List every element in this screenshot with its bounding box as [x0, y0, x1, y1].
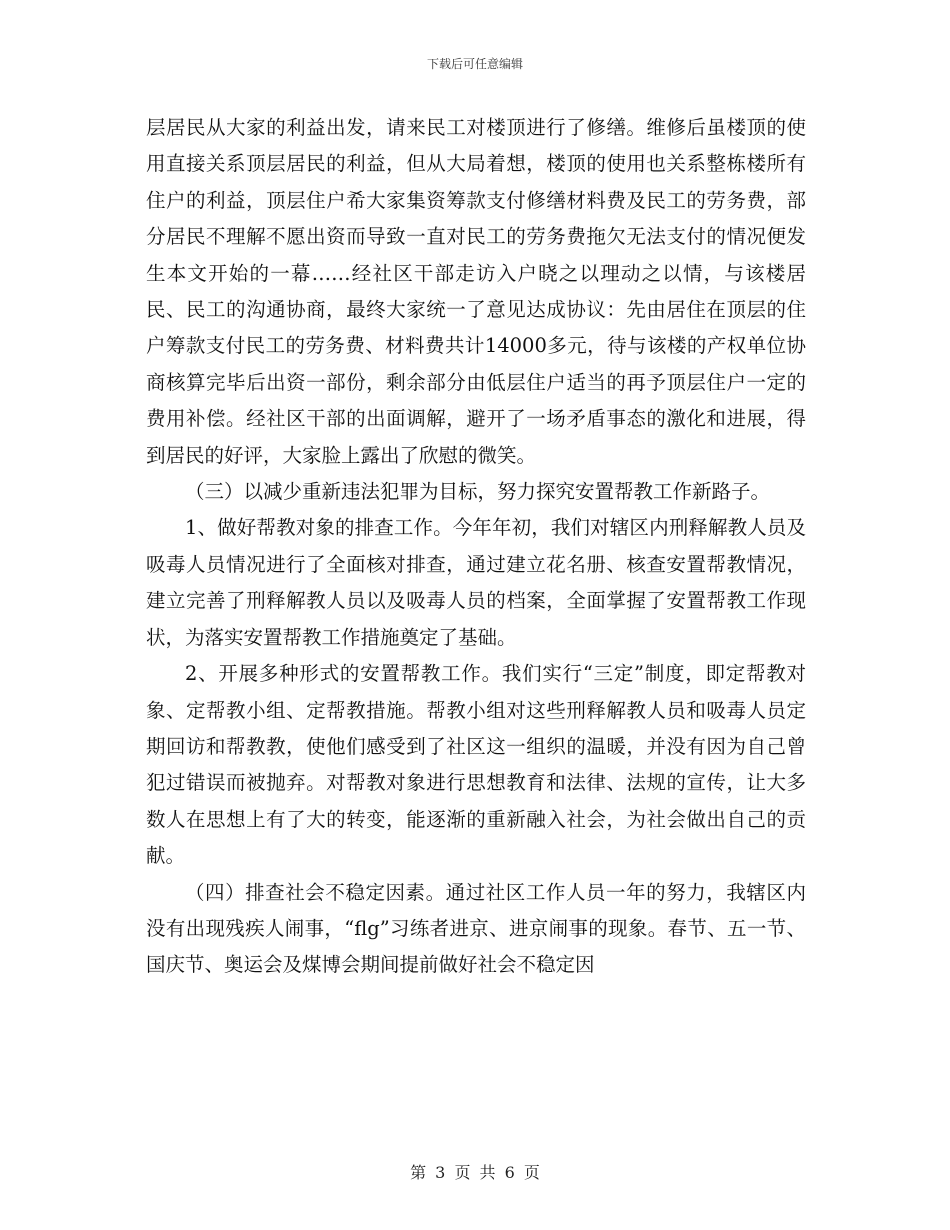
paragraph-item-one: 1、做好帮教对象的排查工作。今年年初，我们对辖区内刑释解教人员及吸毒人员情况进行了全面核对排查，通过建立花名册、核查安置帮教情况，建立完善了刑释解教人员以及吸毒人员的档案，全面掌握了安置帮教工作现状，为落实安置帮教工作措施奠定了基础。 — [146, 516, 806, 649]
document-body — [146, 110, 806, 984]
page-header: 下载后可任意编辑 — [426, 57, 523, 71]
paragraph-continued: 层居民从大家的利益出发，请来民工对楼顶进行了修缮。维修后虽楼顶的使用直接关系顶层居民的利益，但从大局着想，楼顶的使用也关系整栋楼所有住户的利益，顶层住户希大家集资筹款支付修缮材料费及民工的劳务费，部分居民不理解不愿出资而导致一直对民工的劳务费拖欠无法支付的情况便发生本文开始的一幕……经社区干部走访入户晓之以理动之以情，与该楼居民、民工的沟通协商，最终大家统一了意见达成协议：先由居住在顶层的住户筹款支付民工的劳务费、材料费共计14000多元，待与该楼的产权单位协商核算完毕后出资一部份，剩余部分由低层住户适当的再予顶层住户一定的费用补偿。经社区干部的出面调解，避开了一场矛盾事态的激化和进展，得到居民的好评，大家脸上露出了欣慰的微笑。 — [146, 116, 806, 467]
paragraph-item-two: 2、开展多种形式的安置帮教工作。我们实行“三定”制度，即定帮教对象、定帮教小组、定帮教措施。帮教小组对这些刑释解教人员和吸毒人员定期回访和帮教教，使他们感受到了社区这一组织的温暖，并没有因为自己曾犯过错误而被抛弃。对帮教对象进行思想教育和法律、法规的宣传，让大多数人在思想上有了大的转变，能逐渐的重新融入社会，为社会做出自己的贡献。 — [146, 662, 806, 868]
page-number-footer: 第 3 页 共 6 页 — [410, 1163, 540, 1182]
paragraph-section-three: （三）以减少重新违法犯罪为目标，努力探究安置帮教工作新路子。 — [185, 480, 771, 504]
paragraph-section-four: （四）排查社会不稳定因素。通过社区工作人员一年的努力，我辖区内没有出现残疾人闹事，“flg”习练者进京、进京闹事的现象。春节、五一节、国庆节、奥运会及煤博会期间提前做好社会不稳定因 — [146, 880, 806, 977]
